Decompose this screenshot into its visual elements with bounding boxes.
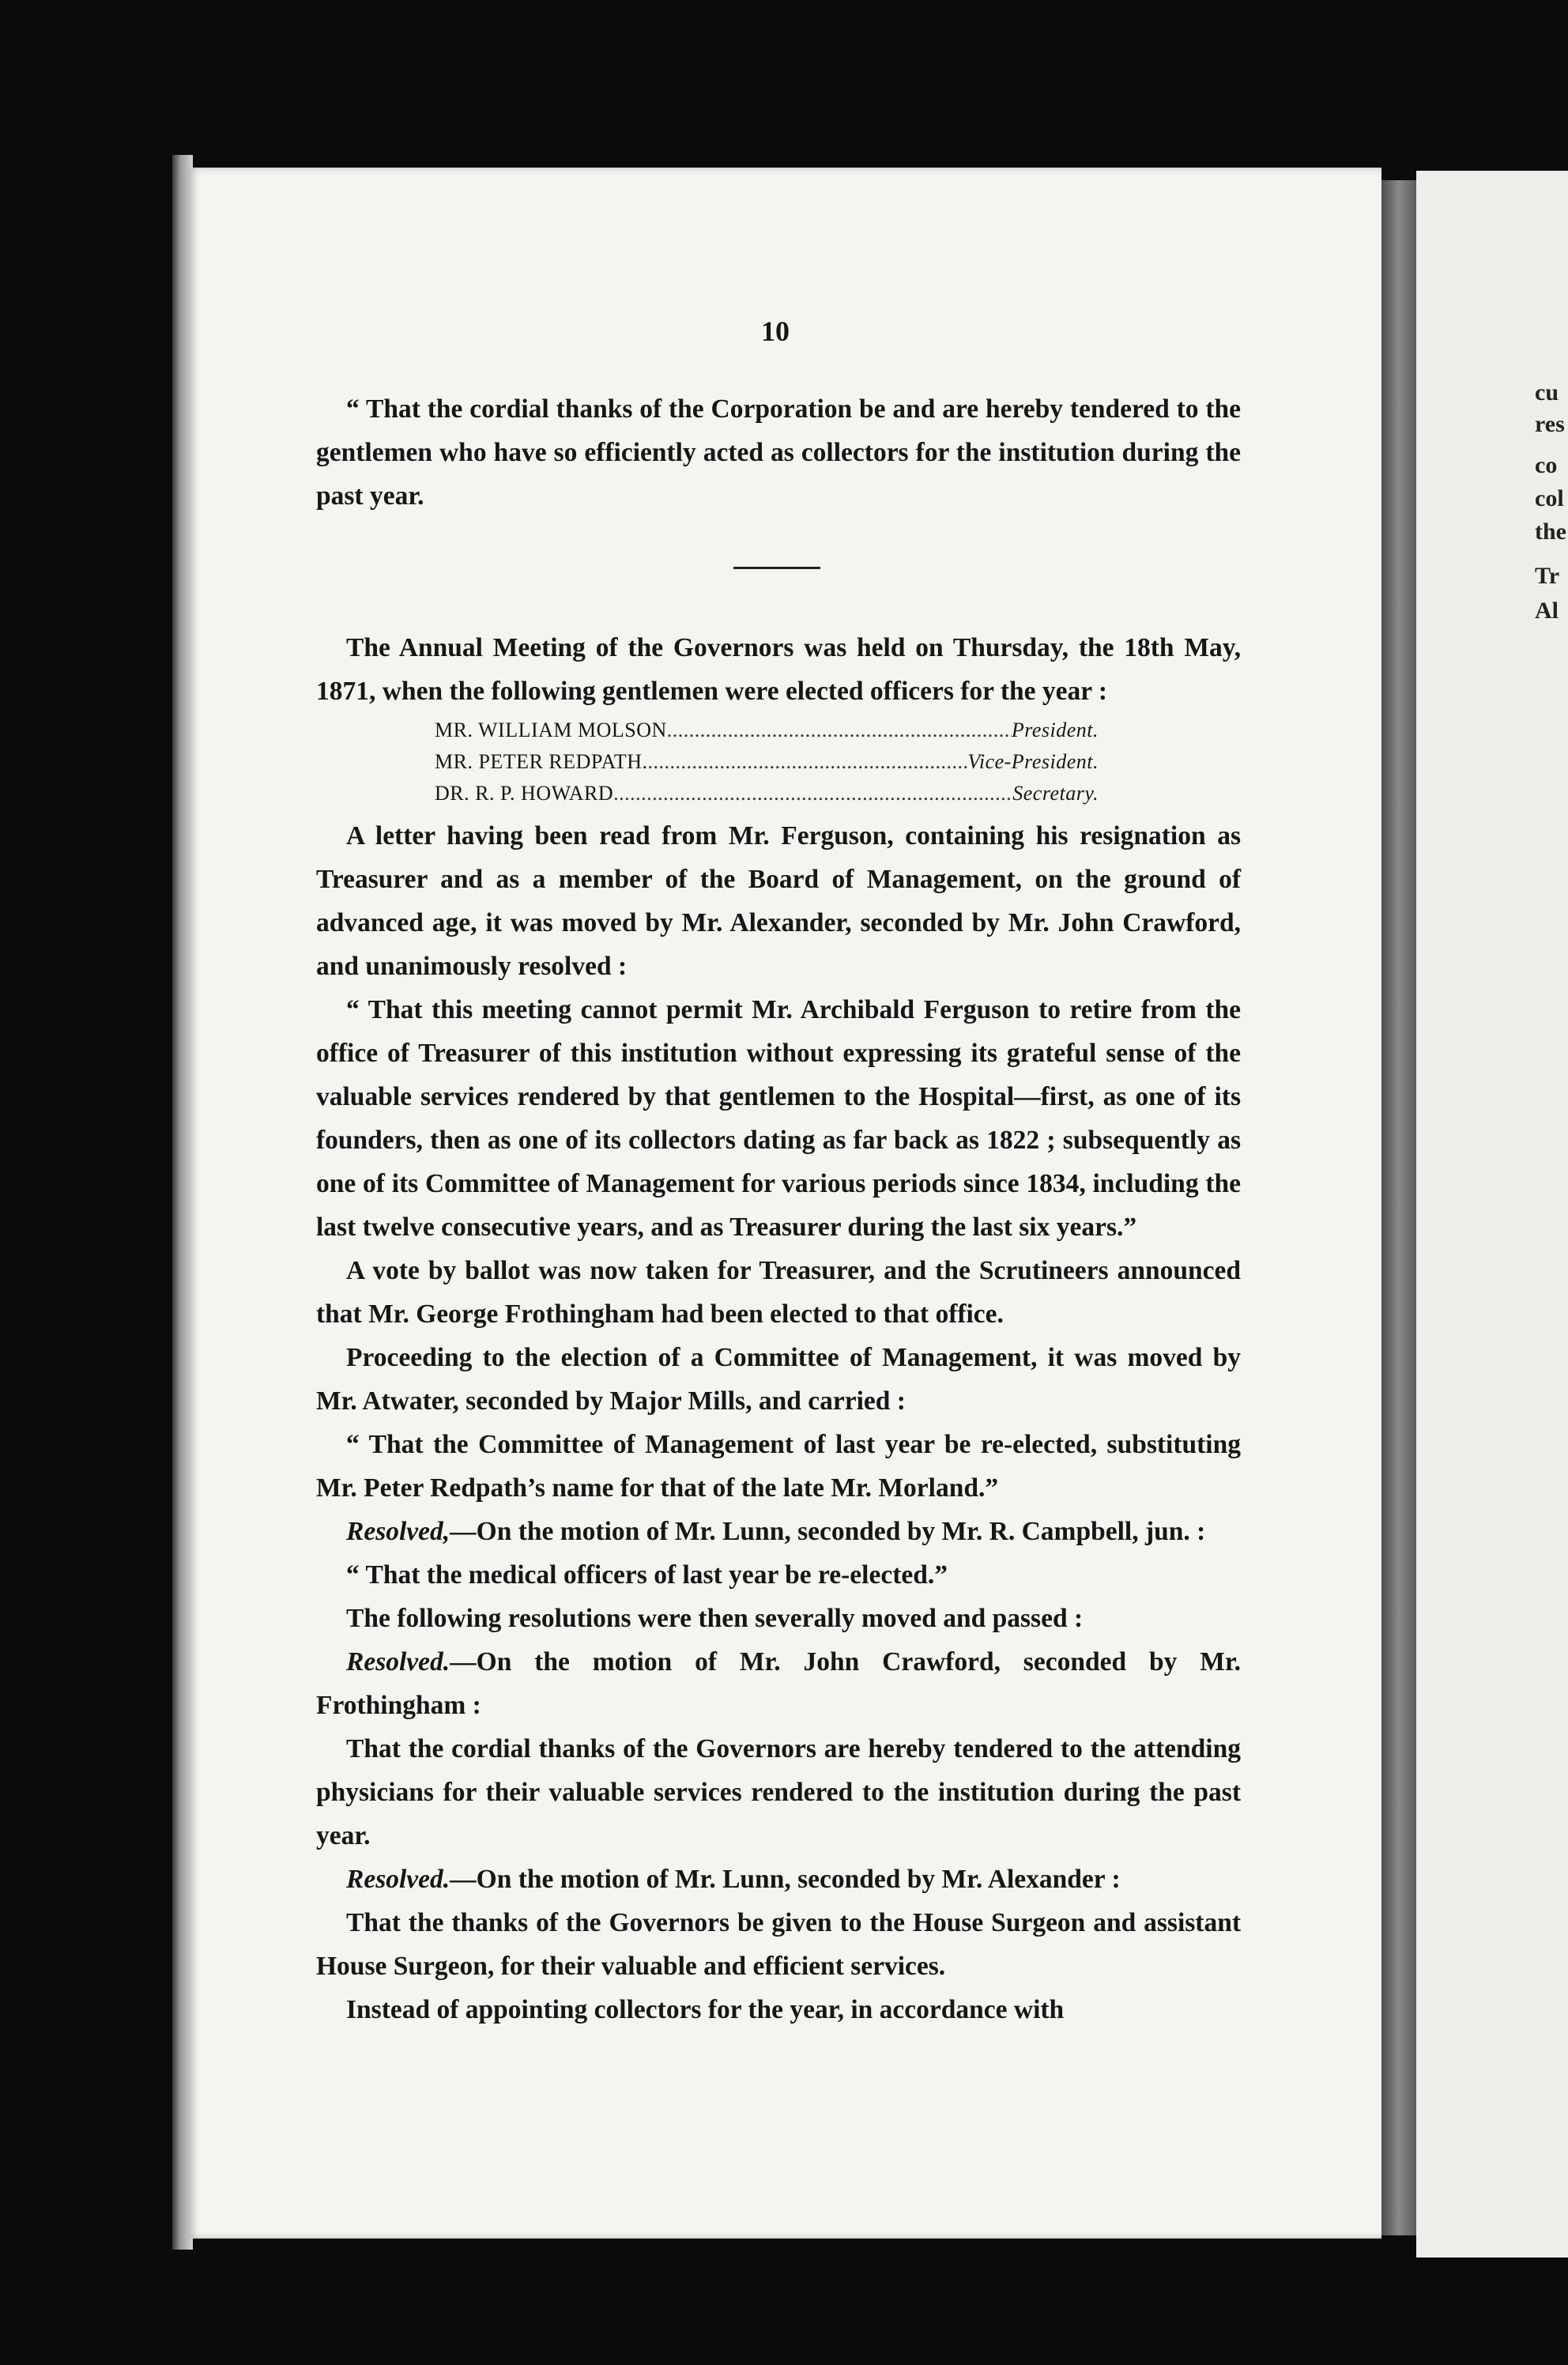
resolved-text: —On the motion of Mr. Lunn, seconded by Mr. R. Campbell, jun. : <box>450 1517 1206 1546</box>
medical-officers-quote: “ That the medical officers of last year be re-elected.” <box>346 1560 948 1590</box>
ferguson-resolution-quote: “ That this meeting cannot permit Mr. Archibald Ferguson to retire from the office of Treasurer of this institution without expressing its grateful sense of the valuable services rendered by that gentlemen to the Hospital—first, as one of its founders, then as one of its collectors dating as far back as 1822 ; subsequently as one of its Committee of Management for various periods since 1834, including the last twelve consecutive years, and as Treasurer during the last six years.” <box>316 995 1241 1242</box>
resolved-label: Resolved. <box>346 1647 450 1677</box>
officer-row <box>435 778 1114 809</box>
officer-name: MR. PETER REDPATH. <box>435 750 648 773</box>
adjacent-page-fragment: the <box>1535 519 1566 545</box>
resolved-physicians-paragraph <box>316 1640 1241 1727</box>
officer-role: Secretary. <box>1012 782 1099 805</box>
adjacent-page <box>1416 171 1568 2258</box>
ballot-paragraph: A vote by ballot was now taken for Treasurer, and the Scrutineers announced that Mr. George Frothingham had been elected to that office. <box>316 1256 1241 1329</box>
page-body <box>316 316 1241 2031</box>
collectors-paragraph: Instead of appointing collectors for the year, in accordance with <box>346 1995 1065 2024</box>
committee-quote: “ That the Committee of Management of last year be re-elected, substituting Mr. Peter Redpath’s name for that of the late Mr. Morland.” <box>316 1430 1241 1503</box>
resolved-label: Resolved, <box>346 1517 450 1546</box>
ferguson-letter-paragraph: A letter having been read from Mr. Ferguson, containing his resignation as Treasurer and as a member of the Board of Management, on the ground of advanced age, it was moved by Mr. Alexander, seconded by Mr. John Crawford, and unanimously resolved : <box>316 821 1241 981</box>
book-spine <box>1381 180 1416 2235</box>
house-surgeon-thanks-paragraph: That the thanks of the Governors be given to the House Surgeon and assistant House Surgeon, for their valuable and efficient services. <box>316 1908 1241 1981</box>
following-resolutions-paragraph: The following resolutions were then severally moved and passed : <box>346 1604 1084 1633</box>
adjacent-page-fragment: Al <box>1535 598 1559 624</box>
resolved-label: Resolved. <box>346 1865 450 1894</box>
committee-election-paragraph: Proceeding to the election of a Committee of Management, it was moved by Mr. Atwater, seconded by Major Mills, and carried : <box>316 1343 1241 1416</box>
adjacent-page-fragment: co <box>1535 452 1558 478</box>
leader-dots <box>648 746 968 778</box>
opening-resolution-quote: “ That the cordial thanks of the Corporation be and are hereby tendered to the gentlemen who have so efficiently acted as collectors for the institution during the past year. <box>316 394 1241 511</box>
officer-role: Vice-President. <box>967 750 1099 773</box>
adjacent-page-fragment: col <box>1535 485 1564 511</box>
officer-row <box>435 715 1114 746</box>
page-number: 10 <box>761 315 790 347</box>
officer-name: MR. WILLIAM MOLSON <box>435 719 667 741</box>
resolved-medical-paragraph <box>316 1510 1241 1553</box>
adjacent-page-fragment: cu <box>1535 379 1559 405</box>
physicians-thanks-paragraph: That the cordial thanks of the Governors are hereby tendered to the attending physicians for their valuable services rendered to the institution during the past year. <box>316 1734 1241 1850</box>
officers-list <box>435 715 1241 809</box>
adjacent-page-fragment: Tr <box>1535 563 1560 589</box>
officer-role: President. <box>1011 719 1099 741</box>
resolved-text: —On the motion of Mr. Lunn, seconded by Mr. Alexander : <box>450 1865 1121 1894</box>
officer-name: DR. R. P. HOWARD <box>435 782 614 805</box>
resolved-surgeon-paragraph <box>316 1858 1241 1901</box>
leader-dots <box>613 778 1012 809</box>
resolved-text: —On the motion of Mr. John Crawford, seconded by Mr. Frothingham : <box>316 1647 1241 1720</box>
leader-dots <box>667 715 1012 746</box>
section-divider <box>733 567 820 569</box>
annual-meeting-paragraph: The Annual Meeting of the Governors was held on Thursday, the 18th May, 1871, when the following gentlemen were elected officers for the year : <box>316 633 1241 706</box>
adjacent-page-fragment: res <box>1535 411 1565 437</box>
officer-row <box>435 746 1114 778</box>
